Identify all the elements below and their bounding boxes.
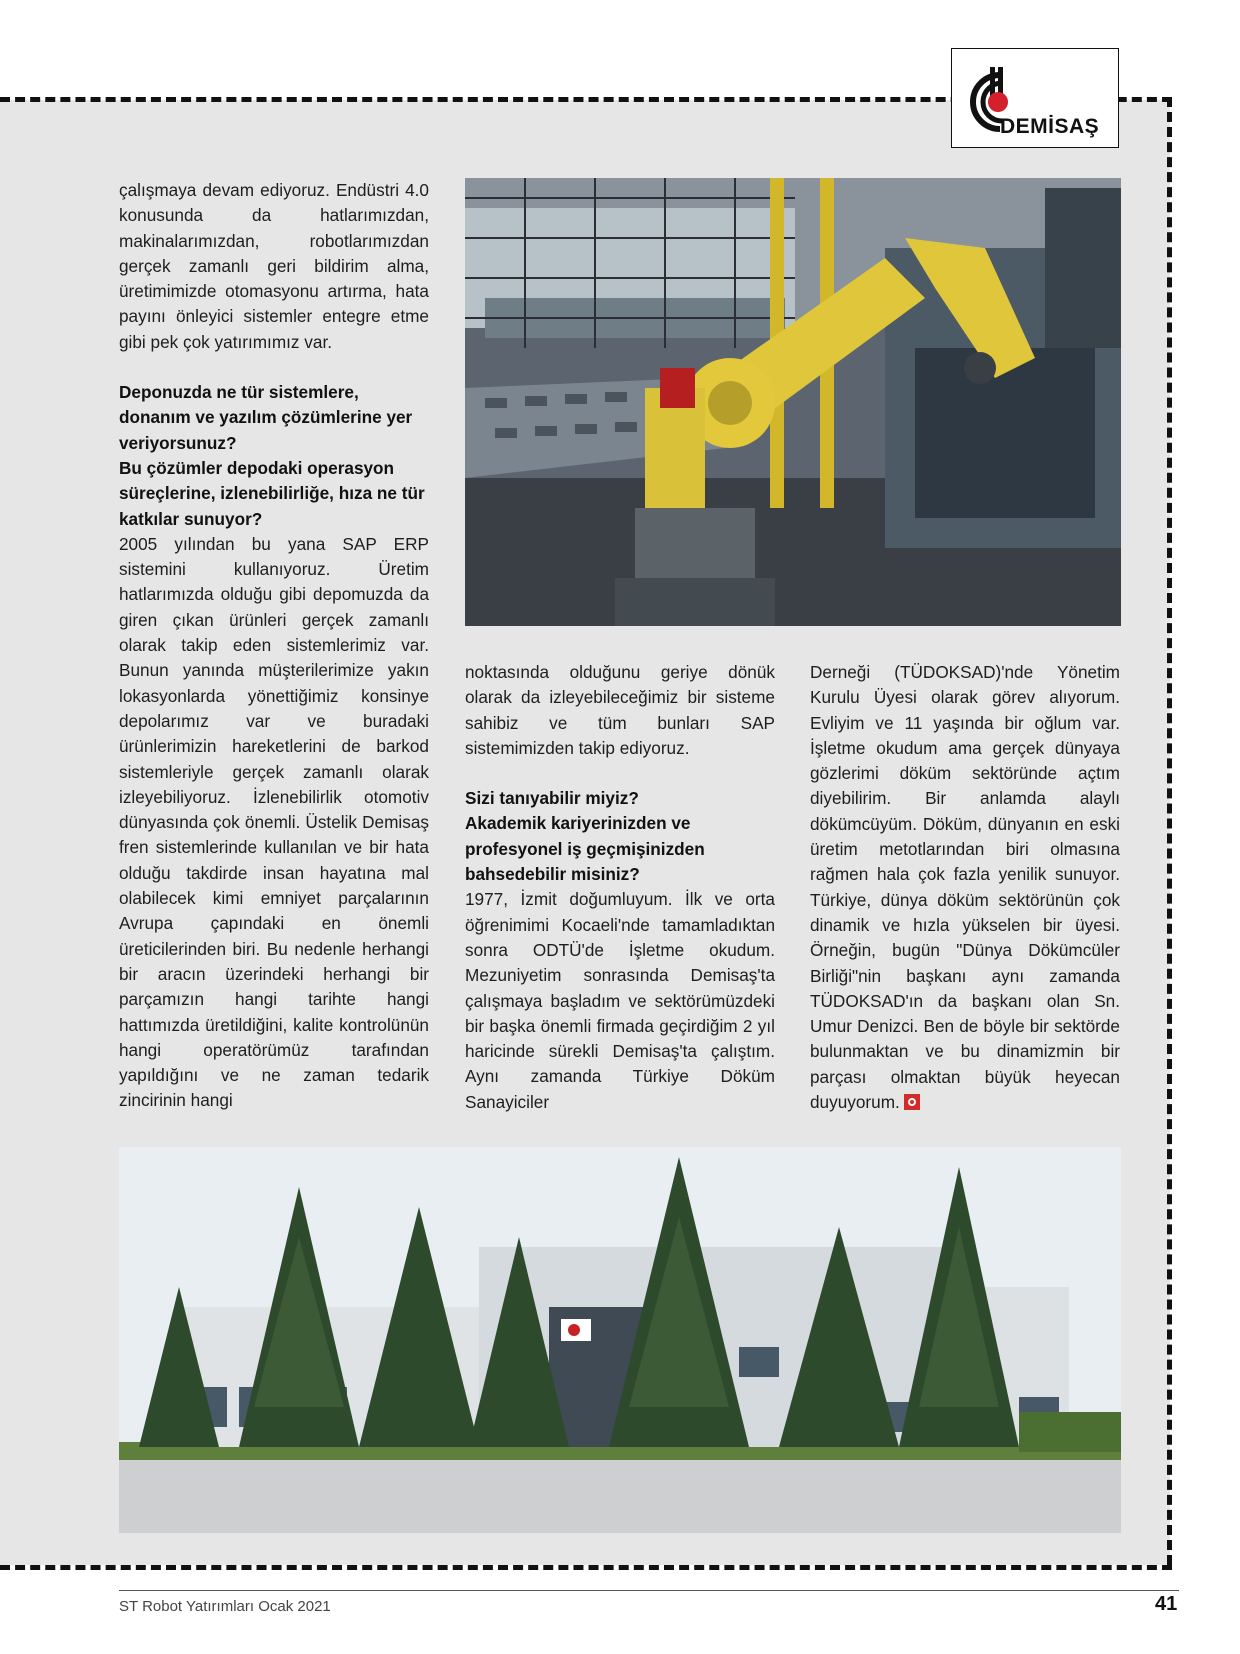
article-column-3 xyxy=(810,660,1120,1115)
question-heading: Akademik kariyerinizden ve profesyonel iş geçmişinizden bahsedebilir misiniz? xyxy=(465,813,705,885)
dashed-border-right xyxy=(1167,97,1172,1565)
factory-building-photo xyxy=(119,1147,1121,1533)
dashed-border-bottom xyxy=(0,1565,1172,1570)
article-end-icon xyxy=(904,1094,920,1110)
publication-name: ST Robot Yatırımları Ocak 2021 xyxy=(119,1598,331,1615)
question-heading: Sizi tanıyabilir miyiz? xyxy=(465,788,639,809)
article-column-2 xyxy=(465,660,775,1115)
article-column-1 xyxy=(119,178,429,1114)
logo-text: DEMİSAŞ xyxy=(1000,115,1100,138)
answer-paragraph: 1977, İzmit doğumluyum. İlk ve orta öğrenimimi Kocaeli'nde tamamladıktan sonra ODTÜ'de İşletme okudum. Mezuniyetim sonrasında Demisaş'ta çalışmaya başladım ve sektörümüzdeki bir başka önemli firmada geçirdiğim 2 yıl haricinde sürekli Demisaş'ta çalıştım. Aynı zamanda Türkiye Döküm Sanayiciler xyxy=(465,889,775,1112)
page-number: 41 xyxy=(1155,1593,1178,1615)
footer-rule xyxy=(119,1590,1179,1591)
demisas-logo xyxy=(951,48,1119,148)
intro-paragraph: çalışmaya devam ediyoruz. Endüstri 4.0 konusunda da hatlarımızdan, makinalarımızdan, robotlarımızdan gerçek zamanlı geri bildirim alma, üretimimizde otomasyonu artırma, hata payını önleyici sistemler entegre etme gibi pek çok yatırımımız var. xyxy=(119,180,429,352)
continuation-paragraph: noktasında olduğunu geriye dönük olarak da izleyebileceğimiz bir sisteme sahibiz ve tüm bunları SAP sistemimizden takip ediyoruz. xyxy=(465,662,775,758)
answer-paragraph: Derneği (TÜDOKSAD)'nde Yönetim Kurulu Üyesi olarak görev alıyorum. Evliyim ve 11 yaşında bir oğlum var. İşletme okudum ama gerçek dünyaya gözlerimi döküm sektöründe açtım diyebilirim. Bir anlamda alaylı dökümcüyüm. Döküm, dünyanın en eski üretim metotlarından biri olmasına rağmen hala çok fazla yenilik sunuyor. Türkiye, dünya döküm sektörünün çok dinamik ve hızla yükselen bir üyesi. Örneğin, bugün "Dünya Dökümcüler Birliği"nin başkanı aynı zamanda TÜDOKSAD'ın da başkanı olan Sn. Umur Denizci. Ben de böyle bir sektörde bulunmaktan ve bu dinamizmin bir parçası olmaktan büyük heyecan duyuyorum. xyxy=(810,662,1120,1113)
question-heading: Deponuzda ne tür sistemlere, donanım ve yazılım çözümlerine yer veriyorsunuz? xyxy=(119,382,413,453)
robot-arm-photo xyxy=(465,178,1121,626)
question-heading: Bu çözümler depodaki operasyon süreçlerine, izlenebilirliğe, hıza ne tür katkılar sunuyor? xyxy=(119,457,425,529)
answer-paragraph: 2005 yılından bu yana SAP ERP sistemini kullanıyoruz. Üretim hatlarımızda olduğu gibi depomuzda da giren çıkan ürünleri gerçek zamanlı olarak takip eden sistemlerimiz var. Bunun yanında müşterilerimize yakın lokasyonlarda yönettiğimiz konsinye depolarımız var ve buradaki ürünlerimizin hareketlerini de barkod sistemleriyle gerçek zamanlı olarak izleyebiliyoruz. İzlenebilirlik otomotiv dünyasında çok önemli. Üstelik Demisaş fren sistemlerinde kullanılan ve bir hata olduğu takdirde insan hayatına mal olabilecek kimi emniyet parçalarının Avrupa çapındaki en önemli üreticilerinden biri. Bu nedenle herhangi bir aracın üzerindeki herhangi bir parçamızın hangi tarihte hangi hattımızda üretildiğini, kalite kontrolünün hangi operatörümüz tarafından yapıldığını ve ne zaman tedarik zincirinin hangi xyxy=(119,533,429,1111)
